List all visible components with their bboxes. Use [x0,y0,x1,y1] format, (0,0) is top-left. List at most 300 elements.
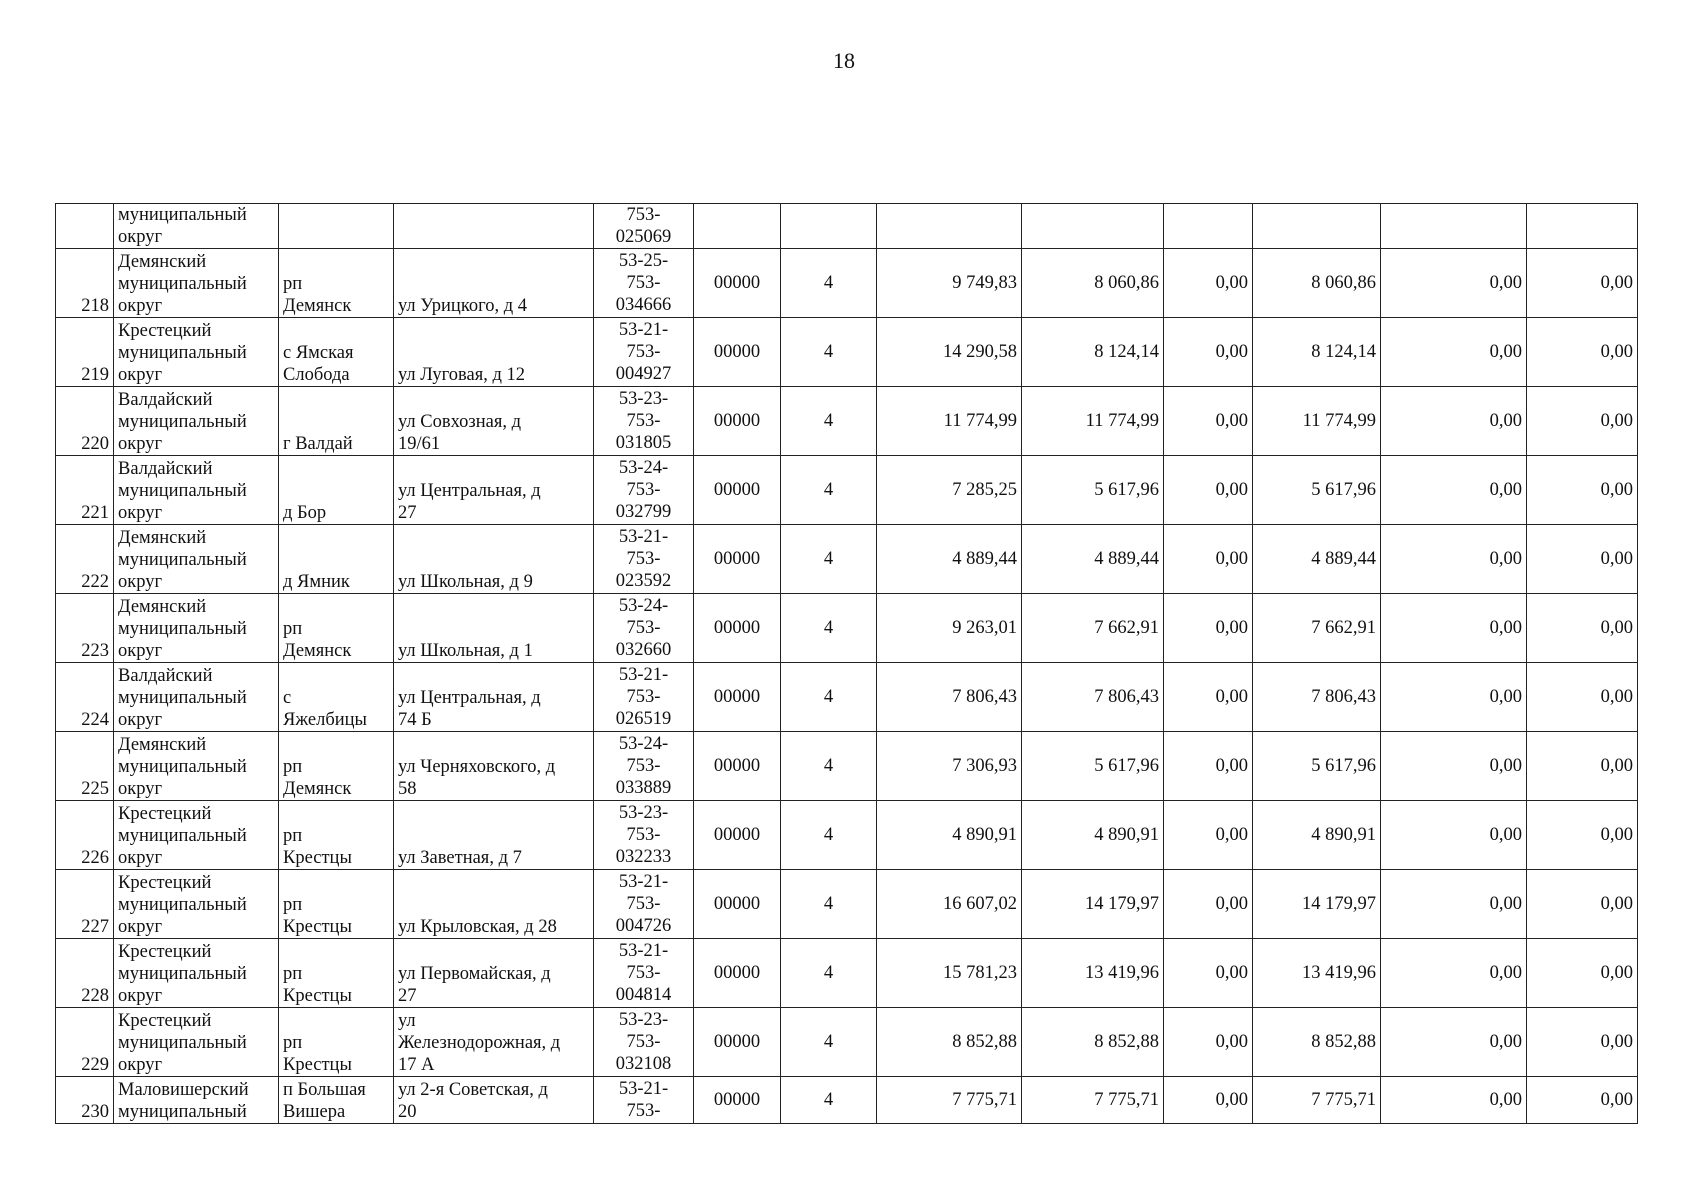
cell-line: Валдайский [118,390,213,410]
cell-line: д Ямник [283,572,350,592]
value-cell-v1: 16 607,02 [877,870,1022,939]
district-cell [114,594,279,663]
table-row [56,249,1638,318]
qty-cell: 4 [781,249,877,318]
cell-line: с [283,688,292,708]
kind-cell: 00000 [694,318,781,387]
value-cell-v5: 0,00 [1381,456,1527,525]
value-cell [1164,204,1253,249]
value-cell-v6: 0,00 [1527,456,1638,525]
cell-line: 20 [398,1102,417,1122]
value-cell-v3: 0,00 [1164,318,1253,387]
cell-line: 753- [626,273,661,293]
cell-line: округ [118,572,163,592]
cell-line: 025069 [615,227,672,247]
cell-line: 53-24- [618,734,669,754]
cell-line: муниципальный [118,343,247,363]
table-row [56,1077,1638,1124]
register-table [55,203,1638,1124]
kind-cell: 00000 [694,525,781,594]
cell-line: 753- [626,411,661,431]
cell-line: округ [118,779,163,799]
district-cell [114,318,279,387]
cell-line: 53-23- [618,803,669,823]
cell-line: ул 2-я Советская, д [398,1080,548,1100]
cell-line: 53-23- [618,1010,669,1030]
value-cell-v1: 7 775,71 [877,1077,1022,1124]
cell-line: ул Центральная, д [398,481,541,501]
cell-line: округ [118,710,163,730]
cadastral-code-cell [594,939,694,1008]
district-cell [114,732,279,801]
cadastral-code-cell [594,594,694,663]
value-cell-v1: 9 749,83 [877,249,1022,318]
value-cell-v2: 7 775,71 [1022,1077,1164,1124]
table-row-continuation [56,204,1638,249]
value-cell-v4: 7 806,43 [1253,663,1381,732]
cell-line: Демянский [118,252,207,272]
cell-line: 753- [626,205,661,225]
cell-line: Крестецкий [118,1011,212,1031]
cell-line: 033889 [615,778,672,798]
locality-cell [279,318,394,387]
value-cell-v6: 0,00 [1527,594,1638,663]
value-cell-v5: 0,00 [1381,525,1527,594]
row-number-cell: 229 [56,1008,114,1077]
district-cell [114,525,279,594]
value-cell-v1: 15 781,23 [877,939,1022,1008]
value-cell-v2: 7 662,91 [1022,594,1164,663]
table-row [56,663,1638,732]
cell-line: Крестецкий [118,873,212,893]
cadastral-code-cell [594,456,694,525]
value-cell-v1: 14 290,58 [877,318,1022,387]
kind-cell [694,204,781,249]
cell-line: муниципальный [118,826,247,846]
value-cell-v5: 0,00 [1381,318,1527,387]
cell-line: 753- [626,756,661,776]
kind-cell: 00000 [694,594,781,663]
cell-line: округ [118,365,163,385]
cell-line: 27 [398,503,417,523]
cell-line: 53-21- [618,1079,669,1099]
value-cell-v2: 4 890,91 [1022,801,1164,870]
cell-line: 753- [626,618,661,638]
cell-line: округ [118,848,163,868]
cell-line: 753- [626,480,661,500]
cell-line: муниципальный [118,274,247,294]
table-row [56,456,1638,525]
qty-cell: 4 [781,732,877,801]
cell-line: Демянский [118,597,207,617]
cell-line: рп [283,274,303,294]
value-cell-v6: 0,00 [1527,1077,1638,1124]
value-cell-v5: 0,00 [1381,663,1527,732]
value-cell-v6: 0,00 [1527,801,1638,870]
value-cell-v4: 13 419,96 [1253,939,1381,1008]
cell-line: муниципальный [118,895,247,915]
value-cell-v4: 7 775,71 [1253,1077,1381,1124]
value-cell [1527,204,1638,249]
cell-line: Крестцы [283,1055,352,1075]
cell-line: 026519 [615,709,672,729]
district-cell [114,456,279,525]
cell-line: рп [283,826,303,846]
row-number-cell: 219 [56,318,114,387]
cell-line: 753- [626,1032,661,1052]
cell-line: 53-25- [618,251,669,271]
cell-line: 19/61 [398,434,441,454]
cell-line: 753- [626,825,661,845]
cell-line: 032233 [615,847,672,867]
table-row [56,318,1638,387]
cell-line: Яжелбицы [283,710,367,730]
cell-line: ул Школьная, д 1 [398,641,533,661]
cell-line: муниципальный [118,619,247,639]
street-cell [394,663,594,732]
street-cell [394,939,594,1008]
cell-line: 53-23- [618,389,669,409]
locality-cell [279,594,394,663]
street-cell [394,387,594,456]
cell-line: 753- [626,963,661,983]
value-cell-v6: 0,00 [1527,249,1638,318]
cadastral-code-cell [594,801,694,870]
locality-cell [279,870,394,939]
value-cell-v3: 0,00 [1164,594,1253,663]
value-cell-v2: 5 617,96 [1022,732,1164,801]
value-cell-v6: 0,00 [1527,732,1638,801]
value-cell [877,204,1022,249]
qty-cell [781,204,877,249]
cadastral-code-cell [594,870,694,939]
qty-cell: 4 [781,387,877,456]
cell-line: муниципальный [118,481,247,501]
value-cell-v3: 0,00 [1164,1077,1253,1124]
cell-line: с Ямская [283,343,354,363]
row-number-cell: 230 [56,1077,114,1124]
cell-line: 27 [398,986,417,1006]
value-cell-v4: 8 060,86 [1253,249,1381,318]
cell-line: округ [118,296,163,316]
cadastral-code-cell [594,204,694,249]
street-cell [394,249,594,318]
kind-cell: 00000 [694,249,781,318]
cell-line: округ [118,986,163,1006]
qty-cell: 4 [781,870,877,939]
cell-line: округ [118,1055,163,1075]
street-cell [394,732,594,801]
cell-line: округ [118,503,163,523]
cell-line: Вишера [283,1102,346,1122]
cell-line: муниципальный [118,550,247,570]
locality-cell [279,456,394,525]
cadastral-code-cell [594,525,694,594]
cell-line: 753- [626,549,661,569]
locality-cell [279,732,394,801]
locality-cell [279,249,394,318]
value-cell-v6: 0,00 [1527,663,1638,732]
district-cell [114,249,279,318]
cell-line: 034666 [615,295,672,315]
cell-line: ул Совхозная, д [398,412,522,432]
row-number-cell [56,204,114,249]
cell-line: ул Черняховского, д [398,757,556,777]
cell-line: 032660 [615,640,672,660]
value-cell-v5: 0,00 [1381,732,1527,801]
cell-line: 753- [626,687,661,707]
qty-cell: 4 [781,663,877,732]
cell-line: 53-24- [618,596,669,616]
value-cell-v2: 5 617,96 [1022,456,1164,525]
value-cell-v4: 5 617,96 [1253,732,1381,801]
cell-line: рп [283,895,303,915]
row-number-cell: 224 [56,663,114,732]
qty-cell: 4 [781,594,877,663]
cell-line: ул Школьная, д 9 [398,572,533,592]
row-number-cell: 226 [56,801,114,870]
cell-line: муниципальный [118,205,247,225]
cell-line: ул Первомайская, д [398,964,551,984]
cell-line: Крестцы [283,986,352,1006]
street-cell [394,204,594,249]
cell-line: муниципальный [118,688,247,708]
table-row [56,525,1638,594]
page-number: 18 [833,48,855,73]
cell-line: 53-24- [618,458,669,478]
kind-cell: 00000 [694,1077,781,1124]
table-row [56,594,1638,663]
cell-line: 753- [626,1101,661,1121]
cell-line: 004927 [615,364,672,384]
locality-cell [279,387,394,456]
qty-cell: 4 [781,801,877,870]
value-cell-v5: 0,00 [1381,594,1527,663]
cell-line: ул Луговая, д 12 [398,365,526,385]
value-cell-v2: 8 060,86 [1022,249,1164,318]
street-cell [394,801,594,870]
row-number-cell: 228 [56,939,114,1008]
value-cell [1381,204,1527,249]
value-cell-v4: 4 890,91 [1253,801,1381,870]
table-row [56,870,1638,939]
street-cell [394,525,594,594]
cell-line: п Большая [283,1080,366,1100]
cell-line: Демянский [118,735,207,755]
value-cell [1253,204,1381,249]
cell-line: Железнодорожная, д [398,1033,561,1053]
cell-line: рп [283,757,303,777]
cell-line: 023592 [615,571,672,591]
value-cell-v2: 14 179,97 [1022,870,1164,939]
value-cell-v1: 4 889,44 [877,525,1022,594]
cell-line: д Бор [283,503,327,523]
value-cell-v3: 0,00 [1164,456,1253,525]
kind-cell: 00000 [694,732,781,801]
street-cell [394,870,594,939]
row-number-cell: 227 [56,870,114,939]
cell-line: Слобода [283,365,350,385]
cell-line: Демянск [283,296,352,316]
value-cell-v5: 0,00 [1381,1008,1527,1077]
street-cell [394,1077,594,1124]
value-cell-v3: 0,00 [1164,870,1253,939]
value-cell-v5: 0,00 [1381,249,1527,318]
value-cell-v4: 4 889,44 [1253,525,1381,594]
locality-cell [279,1008,394,1077]
cell-line: округ [118,917,163,937]
district-cell [114,663,279,732]
district-cell [114,939,279,1008]
cell-line: Крестцы [283,848,352,868]
street-cell [394,318,594,387]
cell-line: муниципальный [118,964,247,984]
value-cell-v5: 0,00 [1381,387,1527,456]
value-cell-v5: 0,00 [1381,801,1527,870]
cell-line: Крестцы [283,917,352,937]
qty-cell: 4 [781,456,877,525]
kind-cell: 00000 [694,456,781,525]
row-number-cell: 221 [56,456,114,525]
cell-line: ул Крыловская, д 28 [398,917,557,937]
cell-line: Демянск [283,641,352,661]
value-cell-v6: 0,00 [1527,318,1638,387]
value-cell-v1: 11 774,99 [877,387,1022,456]
district-cell [114,801,279,870]
cadastral-code-cell [594,1077,694,1124]
district-cell [114,1077,279,1124]
value-cell-v4: 5 617,96 [1253,456,1381,525]
value-cell-v6: 0,00 [1527,1008,1638,1077]
cell-line: ул Центральная, д [398,688,541,708]
cell-line: 031805 [615,433,672,453]
qty-cell: 4 [781,318,877,387]
value-cell-v1: 4 890,91 [877,801,1022,870]
kind-cell: 00000 [694,387,781,456]
row-number-cell: 220 [56,387,114,456]
locality-cell [279,939,394,1008]
cell-line: Крестецкий [118,804,212,824]
cell-line: рп [283,1033,303,1053]
kind-cell: 00000 [694,870,781,939]
value-cell-v4: 14 179,97 [1253,870,1381,939]
cell-line: 004726 [615,916,672,936]
cell-line: рп [283,964,303,984]
table-row [56,1008,1638,1077]
locality-cell [279,801,394,870]
row-number-cell: 218 [56,249,114,318]
cell-line: 53-21- [618,665,669,685]
row-number-cell: 225 [56,732,114,801]
value-cell-v1: 8 852,88 [877,1008,1022,1077]
qty-cell: 4 [781,939,877,1008]
table-row [56,939,1638,1008]
table-row [56,732,1638,801]
cell-line: Демянский [118,528,207,548]
cell-line: рп [283,619,303,639]
value-cell-v3: 0,00 [1164,732,1253,801]
cadastral-code-cell [594,1008,694,1077]
value-cell-v1: 7 806,43 [877,663,1022,732]
cadastral-code-cell [594,249,694,318]
qty-cell: 4 [781,525,877,594]
cell-line: муниципальный [118,1033,247,1053]
table-row [56,801,1638,870]
cell-line: Валдайский [118,666,213,686]
cell-line: 53-21- [618,320,669,340]
locality-cell [279,663,394,732]
cell-line: 032799 [615,502,672,522]
value-cell-v3: 0,00 [1164,939,1253,1008]
cell-line: муниципальный [118,412,247,432]
value-cell-v2: 11 774,99 [1022,387,1164,456]
value-cell-v3: 0,00 [1164,249,1253,318]
value-cell-v4: 8 852,88 [1253,1008,1381,1077]
value-cell-v3: 0,00 [1164,387,1253,456]
cell-line: ул [398,1011,416,1031]
value-cell-v2: 13 419,96 [1022,939,1164,1008]
value-cell-v6: 0,00 [1527,387,1638,456]
district-cell [114,204,279,249]
cell-line: Валдайский [118,459,213,479]
cadastral-code-cell [594,663,694,732]
value-cell-v2: 4 889,44 [1022,525,1164,594]
cell-line: округ [118,641,163,661]
value-cell-v4: 7 662,91 [1253,594,1381,663]
district-cell [114,870,279,939]
value-cell-v2: 7 806,43 [1022,663,1164,732]
cell-line: Крестецкий [118,942,212,962]
kind-cell: 00000 [694,663,781,732]
value-cell-v3: 0,00 [1164,801,1253,870]
cell-line: 58 [398,779,417,799]
locality-cell [279,1077,394,1124]
cell-line: муниципальный [118,757,247,777]
value-cell-v3: 0,00 [1164,525,1253,594]
locality-cell [279,204,394,249]
value-cell-v2: 8 852,88 [1022,1008,1164,1077]
locality-cell [279,525,394,594]
value-cell-v1: 9 263,01 [877,594,1022,663]
value-cell-v2: 8 124,14 [1022,318,1164,387]
cadastral-code-cell [594,387,694,456]
table-row [56,387,1638,456]
value-cell-v3: 0,00 [1164,1008,1253,1077]
value-cell-v4: 8 124,14 [1253,318,1381,387]
cell-line: 032108 [615,1054,672,1074]
district-cell [114,387,279,456]
cell-line: Маловишерский [118,1080,249,1100]
value-cell-v6: 0,00 [1527,870,1638,939]
cell-line: 53-21- [618,941,669,961]
value-cell-v5: 0,00 [1381,870,1527,939]
cell-line: 753- [626,894,661,914]
row-number-cell: 223 [56,594,114,663]
cell-line: Крестецкий [118,321,212,341]
value-cell-v5: 0,00 [1381,1077,1527,1124]
cell-line: ул Заветная, д 7 [398,848,522,868]
qty-cell: 4 [781,1077,877,1124]
cell-line: округ [118,434,163,454]
value-cell-v1: 7 285,25 [877,456,1022,525]
value-cell-v4: 11 774,99 [1253,387,1381,456]
street-cell [394,456,594,525]
value-cell-v6: 0,00 [1527,525,1638,594]
cell-line: 53-21- [618,872,669,892]
kind-cell: 00000 [694,1008,781,1077]
kind-cell: 00000 [694,801,781,870]
cell-line: 74 Б [398,710,432,730]
